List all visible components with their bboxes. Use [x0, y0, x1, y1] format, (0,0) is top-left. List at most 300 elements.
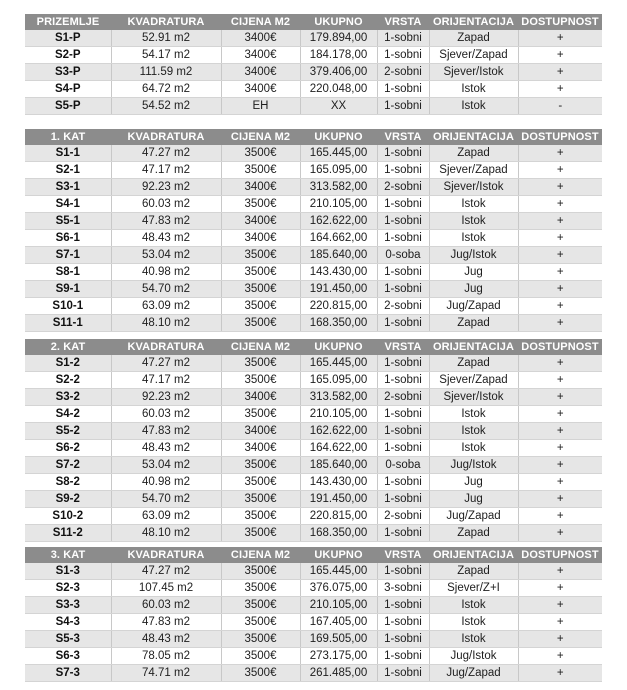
cell-orientation: Sjever/Zapad: [429, 162, 518, 179]
cell-total: 165.445,00: [300, 563, 377, 580]
cell-type: 2-sobni: [377, 179, 429, 196]
table-row: [25, 474, 602, 491]
cell-orientation: Sjever/Z+I: [429, 580, 518, 597]
table-row: [25, 162, 602, 179]
cell-type: 1-sobni: [377, 423, 429, 440]
column-header-total: UKUPNO: [300, 339, 377, 355]
cell-type: 1-sobni: [377, 145, 429, 162]
cell-orientation: Jug/Istok: [429, 247, 518, 264]
cell-availability: +: [518, 230, 602, 247]
cell-type: 1-sobni: [377, 196, 429, 213]
cell-unit: S10-2: [25, 508, 111, 525]
cell-type: 1-sobni: [377, 372, 429, 389]
cell-availability: +: [518, 440, 602, 457]
cell-price-per-m2: 3500€: [221, 665, 300, 682]
cell-availability: +: [518, 247, 602, 264]
table-row: [25, 47, 602, 64]
column-header-availability: DOSTUPNOST: [518, 339, 602, 355]
cell-orientation: Zapad: [429, 145, 518, 162]
cell-availability: +: [518, 614, 602, 631]
cell-price-per-m2: 3400€: [221, 179, 300, 196]
cell-type: 2-sobni: [377, 389, 429, 406]
cell-availability: +: [518, 389, 602, 406]
cell-total: 143.430,00: [300, 264, 377, 281]
cell-total: 179.894,00: [300, 30, 377, 47]
cell-total: 191.450,00: [300, 491, 377, 508]
column-header-type: VRSTA: [377, 14, 429, 30]
cell-price-per-m2: 3500€: [221, 474, 300, 491]
cell-unit: S10-1: [25, 298, 111, 315]
floor-title: 2. KAT: [25, 339, 111, 355]
cell-price-per-m2: 3500€: [221, 491, 300, 508]
cell-price-per-m2: 3500€: [221, 563, 300, 580]
cell-total: 184.178,00: [300, 47, 377, 64]
cell-price-per-m2: 3500€: [221, 580, 300, 597]
cell-unit: S5-1: [25, 213, 111, 230]
cell-availability: +: [518, 491, 602, 508]
column-header-price-per-m2: CIJENA M2: [221, 129, 300, 145]
table-row: [25, 440, 602, 457]
cell-orientation: Jug/Zapad: [429, 298, 518, 315]
column-header-total: UKUPNO: [300, 547, 377, 563]
cell-area: 47.27 m2: [111, 355, 221, 372]
cell-unit: S4-3: [25, 614, 111, 631]
cell-total: 379.406,00: [300, 64, 377, 81]
cell-total: 169.505,00: [300, 631, 377, 648]
table-row: [25, 196, 602, 213]
column-header-total: UKUPNO: [300, 129, 377, 145]
cell-area: 47.27 m2: [111, 145, 221, 162]
cell-type: 1-sobni: [377, 264, 429, 281]
cell-availability: +: [518, 196, 602, 213]
cell-unit: S8-2: [25, 474, 111, 491]
column-header-price-per-m2: CIJENA M2: [221, 14, 300, 30]
cell-area: 47.17 m2: [111, 162, 221, 179]
cell-orientation: Zapad: [429, 315, 518, 332]
cell-availability: +: [518, 648, 602, 665]
table-row: [25, 614, 602, 631]
column-header-price-per-m2: CIJENA M2: [221, 547, 300, 563]
cell-orientation: Istok: [429, 597, 518, 614]
cell-price-per-m2: 3500€: [221, 406, 300, 423]
table-row: [25, 247, 602, 264]
cell-area: 48.43 m2: [111, 440, 221, 457]
cell-type: 2-sobni: [377, 508, 429, 525]
cell-total: XX: [300, 98, 377, 115]
column-header-area: KVADRATURA: [111, 339, 221, 355]
cell-type: 1-sobni: [377, 30, 429, 47]
cell-price-per-m2: 3500€: [221, 631, 300, 648]
table-row: [25, 631, 602, 648]
cell-area: 60.03 m2: [111, 597, 221, 614]
cell-price-per-m2: 3400€: [221, 213, 300, 230]
cell-price-per-m2: 3500€: [221, 162, 300, 179]
cell-price-per-m2: 3400€: [221, 230, 300, 247]
cell-price-per-m2: 3400€: [221, 47, 300, 64]
cell-area: 78.05 m2: [111, 648, 221, 665]
cell-orientation: Jug: [429, 264, 518, 281]
cell-total: 220.048,00: [300, 81, 377, 98]
cell-unit: S3-P: [25, 64, 111, 81]
cell-price-per-m2: 3500€: [221, 264, 300, 281]
cell-total: 376.075,00: [300, 580, 377, 597]
cell-orientation: Jug/Istok: [429, 648, 518, 665]
cell-area: 54.70 m2: [111, 491, 221, 508]
column-header-availability: DOSTUPNOST: [518, 547, 602, 563]
cell-price-per-m2: 3400€: [221, 30, 300, 47]
cell-availability: +: [518, 597, 602, 614]
cell-availability: +: [518, 372, 602, 389]
cell-price-per-m2: 3500€: [221, 597, 300, 614]
cell-type: 1-sobni: [377, 406, 429, 423]
cell-availability: +: [518, 179, 602, 196]
table-row: [25, 423, 602, 440]
column-header-area: KVADRATURA: [111, 14, 221, 30]
table-row: [25, 264, 602, 281]
cell-orientation: Jug/Zapad: [429, 508, 518, 525]
cell-price-per-m2: 3500€: [221, 298, 300, 315]
cell-area: 40.98 m2: [111, 264, 221, 281]
cell-type: 1-sobni: [377, 355, 429, 372]
cell-orientation: Jug: [429, 474, 518, 491]
cell-unit: S3-2: [25, 389, 111, 406]
cell-availability: +: [518, 563, 602, 580]
cell-area: 63.09 m2: [111, 298, 221, 315]
cell-total: 313.582,00: [300, 179, 377, 196]
cell-unit: S6-2: [25, 440, 111, 457]
cell-type: 1-sobni: [377, 162, 429, 179]
cell-area: 48.10 m2: [111, 525, 221, 542]
cell-availability: +: [518, 457, 602, 474]
cell-unit: S1-P: [25, 30, 111, 47]
table-row: [25, 355, 602, 372]
cell-price-per-m2: 3400€: [221, 440, 300, 457]
column-header-orientation: ORIJENTACIJA: [429, 547, 518, 563]
cell-orientation: Istok: [429, 440, 518, 457]
column-header-price-per-m2: CIJENA M2: [221, 339, 300, 355]
cell-area: 47.27 m2: [111, 563, 221, 580]
cell-type: 1-sobni: [377, 665, 429, 682]
cell-unit: S6-3: [25, 648, 111, 665]
floor-title: PRIZEMLJE: [25, 14, 111, 30]
cell-area: 53.04 m2: [111, 247, 221, 264]
cell-unit: S7-3: [25, 665, 111, 682]
table-row: [25, 298, 602, 315]
cell-availability: +: [518, 264, 602, 281]
cell-price-per-m2: 3400€: [221, 64, 300, 81]
cell-area: 52.91 m2: [111, 30, 221, 47]
table-row: [25, 81, 602, 98]
cell-total: 273.175,00: [300, 648, 377, 665]
cell-area: 54.70 m2: [111, 281, 221, 298]
column-header-orientation: ORIJENTACIJA: [429, 339, 518, 355]
cell-area: 111.59 m2: [111, 64, 221, 81]
cell-price-per-m2: 3500€: [221, 614, 300, 631]
cell-availability: +: [518, 631, 602, 648]
cell-availability: +: [518, 81, 602, 98]
cell-type: 1-sobni: [377, 563, 429, 580]
cell-area: 63.09 m2: [111, 508, 221, 525]
table-row: [25, 563, 602, 580]
cell-area: 107.45 m2: [111, 580, 221, 597]
cell-price-per-m2: 3500€: [221, 247, 300, 264]
cell-orientation: Jug: [429, 491, 518, 508]
cell-unit: S4-P: [25, 81, 111, 98]
cell-total: 191.450,00: [300, 281, 377, 298]
table-header-row: [25, 129, 602, 145]
cell-area: 92.23 m2: [111, 389, 221, 406]
cell-area: 60.03 m2: [111, 406, 221, 423]
table-row: [25, 580, 602, 597]
cell-orientation: Zapad: [429, 30, 518, 47]
cell-unit: S1-1: [25, 145, 111, 162]
cell-total: 162.622,00: [300, 423, 377, 440]
floor-title: 1. KAT: [25, 129, 111, 145]
cell-total: 164.662,00: [300, 230, 377, 247]
cell-area: 53.04 m2: [111, 457, 221, 474]
cell-unit: S7-2: [25, 457, 111, 474]
cell-price-per-m2: 3500€: [221, 281, 300, 298]
cell-unit: S5-2: [25, 423, 111, 440]
table-row: [25, 213, 602, 230]
cell-total: 165.095,00: [300, 372, 377, 389]
cell-orientation: Istok: [429, 631, 518, 648]
cell-availability: +: [518, 64, 602, 81]
table-row: [25, 525, 602, 542]
table-header-row: [25, 339, 602, 355]
cell-orientation: Istok: [429, 196, 518, 213]
table-row: [25, 491, 602, 508]
cell-area: 48.10 m2: [111, 315, 221, 332]
cell-orientation: Sjever/Istok: [429, 64, 518, 81]
cell-orientation: Sjever/Istok: [429, 389, 518, 406]
cell-area: 47.83 m2: [111, 213, 221, 230]
cell-total: 168.350,00: [300, 315, 377, 332]
cell-availability: +: [518, 423, 602, 440]
cell-availability: -: [518, 98, 602, 115]
floor-table: [25, 129, 602, 332]
cell-unit: S5-3: [25, 631, 111, 648]
cell-availability: +: [518, 298, 602, 315]
cell-type: 1-sobni: [377, 281, 429, 298]
table-row: [25, 457, 602, 474]
cell-price-per-m2: 3500€: [221, 355, 300, 372]
table-row: [25, 315, 602, 332]
cell-orientation: Zapad: [429, 355, 518, 372]
cell-orientation: Istok: [429, 230, 518, 247]
cell-unit: S2-3: [25, 580, 111, 597]
cell-price-per-m2: 3500€: [221, 508, 300, 525]
cell-availability: +: [518, 47, 602, 64]
cell-orientation: Sjever/Zapad: [429, 372, 518, 389]
cell-total: 165.445,00: [300, 145, 377, 162]
cell-area: 48.43 m2: [111, 230, 221, 247]
cell-type: 1-sobni: [377, 440, 429, 457]
column-header-orientation: ORIJENTACIJA: [429, 129, 518, 145]
cell-area: 54.17 m2: [111, 47, 221, 64]
cell-orientation: Zapad: [429, 525, 518, 542]
table-row: [25, 389, 602, 406]
cell-total: 220.815,00: [300, 508, 377, 525]
cell-type: 1-sobni: [377, 614, 429, 631]
cell-type: 1-sobni: [377, 98, 429, 115]
cell-availability: +: [518, 315, 602, 332]
cell-orientation: Sjever/Zapad: [429, 47, 518, 64]
cell-availability: +: [518, 665, 602, 682]
cell-unit: S9-2: [25, 491, 111, 508]
cell-unit: S6-1: [25, 230, 111, 247]
cell-orientation: Zapad: [429, 563, 518, 580]
cell-type: 1-sobni: [377, 597, 429, 614]
cell-availability: +: [518, 162, 602, 179]
cell-price-per-m2: 3400€: [221, 81, 300, 98]
cell-area: 54.52 m2: [111, 98, 221, 115]
column-header-total: UKUPNO: [300, 14, 377, 30]
cell-availability: +: [518, 474, 602, 491]
cell-orientation: Istok: [429, 98, 518, 115]
column-header-type: VRSTA: [377, 339, 429, 355]
cell-availability: +: [518, 406, 602, 423]
column-header-type: VRSTA: [377, 129, 429, 145]
cell-total: 261.485,00: [300, 665, 377, 682]
table-row: [25, 64, 602, 81]
table-header-row: [25, 547, 602, 563]
cell-area: 92.23 m2: [111, 179, 221, 196]
cell-availability: +: [518, 30, 602, 47]
cell-total: 313.582,00: [300, 389, 377, 406]
cell-orientation: Jug: [429, 281, 518, 298]
cell-orientation: Istok: [429, 423, 518, 440]
table-row: [25, 372, 602, 389]
cell-type: 1-sobni: [377, 230, 429, 247]
cell-area: 48.43 m2: [111, 631, 221, 648]
cell-orientation: Istok: [429, 614, 518, 631]
cell-unit: S8-1: [25, 264, 111, 281]
cell-type: 1-sobni: [377, 474, 429, 491]
cell-availability: +: [518, 213, 602, 230]
cell-price-per-m2: 3500€: [221, 315, 300, 332]
cell-orientation: Istok: [429, 406, 518, 423]
floor-title: 3. KAT: [25, 547, 111, 563]
cell-total: 162.622,00: [300, 213, 377, 230]
cell-type: 1-sobni: [377, 213, 429, 230]
cell-total: 210.105,00: [300, 597, 377, 614]
cell-area: 47.83 m2: [111, 614, 221, 631]
table-row: [25, 597, 602, 614]
column-header-availability: DOSTUPNOST: [518, 14, 602, 30]
cell-availability: +: [518, 145, 602, 162]
cell-area: 47.17 m2: [111, 372, 221, 389]
table-row: [25, 30, 602, 47]
cell-total: 220.815,00: [300, 298, 377, 315]
cell-total: 165.095,00: [300, 162, 377, 179]
cell-area: 40.98 m2: [111, 474, 221, 491]
cell-type: 1-sobni: [377, 631, 429, 648]
table-row: [25, 98, 602, 115]
cell-total: 167.405,00: [300, 614, 377, 631]
cell-unit: S1-3: [25, 563, 111, 580]
cell-price-per-m2: 3500€: [221, 196, 300, 213]
cell-type: 1-sobni: [377, 491, 429, 508]
cell-price-per-m2: 3400€: [221, 389, 300, 406]
cell-price-per-m2: 3500€: [221, 457, 300, 474]
column-header-area: KVADRATURA: [111, 547, 221, 563]
cell-orientation: Jug/Istok: [429, 457, 518, 474]
cell-unit: S3-1: [25, 179, 111, 196]
cell-total: 210.105,00: [300, 406, 377, 423]
cell-type: 0-soba: [377, 457, 429, 474]
cell-area: 74.71 m2: [111, 665, 221, 682]
cell-type: 2-sobni: [377, 298, 429, 315]
cell-availability: +: [518, 508, 602, 525]
cell-unit: S1-2: [25, 355, 111, 372]
cell-total: 185.640,00: [300, 247, 377, 264]
cell-area: 60.03 m2: [111, 196, 221, 213]
cell-unit: S4-1: [25, 196, 111, 213]
cell-total: 164.622,00: [300, 440, 377, 457]
cell-total: 210.105,00: [300, 196, 377, 213]
cell-type: 3-sobni: [377, 580, 429, 597]
cell-availability: +: [518, 355, 602, 372]
table-row: [25, 145, 602, 162]
cell-availability: +: [518, 525, 602, 542]
cell-total: 143.430,00: [300, 474, 377, 491]
column-header-availability: DOSTUPNOST: [518, 129, 602, 145]
cell-type: 2-sobni: [377, 64, 429, 81]
cell-orientation: Sjever/Istok: [429, 179, 518, 196]
cell-price-per-m2: 3500€: [221, 372, 300, 389]
cell-total: 185.640,00: [300, 457, 377, 474]
column-header-area: KVADRATURA: [111, 129, 221, 145]
table-row: [25, 230, 602, 247]
table-row: [25, 665, 602, 682]
cell-price-per-m2: 3400€: [221, 423, 300, 440]
column-header-orientation: ORIJENTACIJA: [429, 14, 518, 30]
cell-total: 168.350,00: [300, 525, 377, 542]
cell-orientation: Jug/Zapad: [429, 665, 518, 682]
table-row: [25, 406, 602, 423]
table-header-row: [25, 14, 602, 30]
floor-table: [25, 14, 602, 115]
cell-price-per-m2: 3500€: [221, 145, 300, 162]
cell-unit: S7-1: [25, 247, 111, 264]
cell-unit: S2-1: [25, 162, 111, 179]
table-row: [25, 179, 602, 196]
cell-unit: S2-2: [25, 372, 111, 389]
column-header-type: VRSTA: [377, 547, 429, 563]
cell-price-per-m2: 3500€: [221, 648, 300, 665]
cell-area: 64.72 m2: [111, 81, 221, 98]
cell-unit: S4-2: [25, 406, 111, 423]
cell-unit: S3-3: [25, 597, 111, 614]
cell-unit: S5-P: [25, 98, 111, 115]
table-row: [25, 648, 602, 665]
table-row: [25, 508, 602, 525]
cell-orientation: Istok: [429, 213, 518, 230]
cell-type: 1-sobni: [377, 525, 429, 542]
cell-total: 165.445,00: [300, 355, 377, 372]
cell-area: 47.83 m2: [111, 423, 221, 440]
cell-type: 0-soba: [377, 247, 429, 264]
cell-type: 1-sobni: [377, 648, 429, 665]
cell-unit: S11-2: [25, 525, 111, 542]
floor-table: [25, 339, 602, 542]
cell-unit: S2-P: [25, 47, 111, 64]
cell-price-per-m2: EH: [221, 98, 300, 115]
floor-table: [25, 547, 602, 682]
cell-unit: S9-1: [25, 281, 111, 298]
table-row: [25, 281, 602, 298]
